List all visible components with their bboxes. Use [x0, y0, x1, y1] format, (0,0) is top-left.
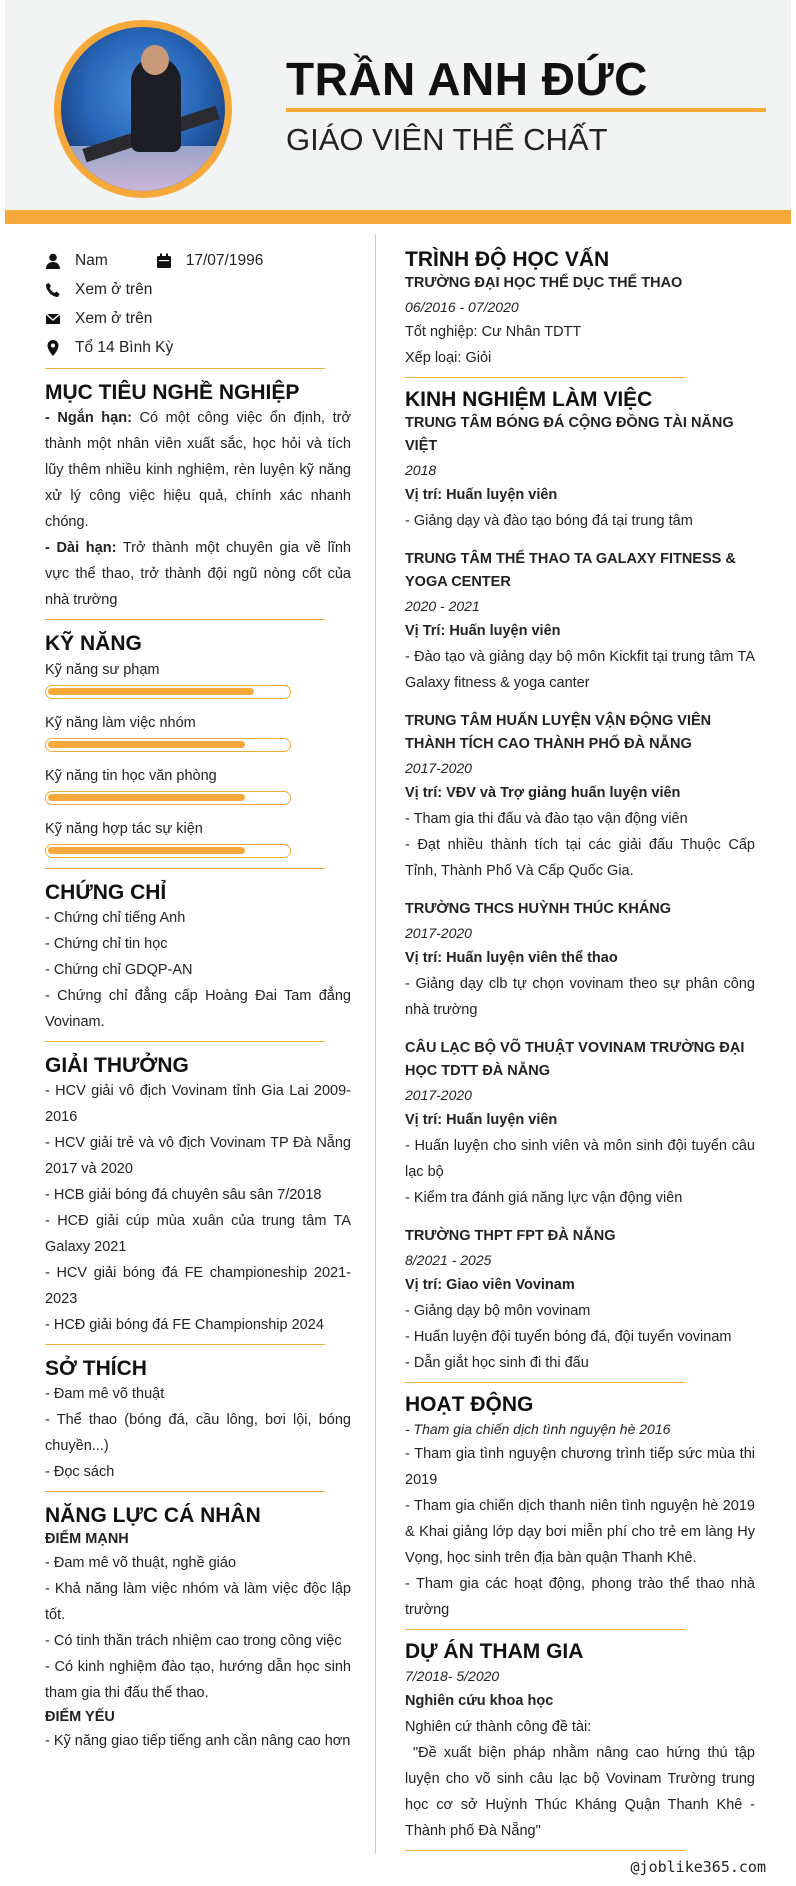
hobby-item: - Đọc sách [45, 1464, 115, 1480]
calendar-icon [156, 253, 172, 269]
objective-short-term: - Ngắn hạn: Có một công việc ổn định, trở thành một nhân viên xuất sắc, học hỏi và tích lũy thêm nhiều kinh nghiệm, rèn luyện kỹ năng xử lý công việc hiệu quả, chính xác nhanh chóng. [45, 410, 352, 530]
column-divider [375, 234, 376, 1854]
section-separator [405, 377, 685, 378]
activity-first: - Tham gia chiến dịch tình nguyện hè 2016 [405, 1421, 671, 1437]
education-date: 06/2016 - 07/2020 [405, 299, 519, 315]
job-organization: TRƯỜNG THPT FPT ĐÀ NẴNG [405, 1228, 616, 1244]
job-date: 2017-2020 [405, 925, 472, 941]
job-spacer [405, 1023, 755, 1037]
job-spacer [405, 1211, 755, 1225]
footer-site: @joblike365.com [630, 1858, 766, 1876]
hobby-item: - Đam mê võ thuật [45, 1386, 165, 1402]
job-spacer [405, 884, 755, 898]
dob-text: 17/07/1996 [185, 251, 264, 269]
hobbies-list [45, 1381, 351, 1485]
left-column [45, 246, 351, 1754]
project-intro: Nghiên cứ thành công đề tài: [405, 1719, 592, 1735]
job-role: Vị trí: Huấn luyện viên thể thao [405, 950, 618, 966]
phone-text: Xem ở trên [75, 280, 153, 298]
education-school: TRƯỜNG ĐẠI HỌC THỂ DỤC THỂ THAO [405, 275, 683, 291]
job-role: Vị Trí: Huấn luyện viên [405, 623, 561, 639]
job-duty: - Dẫn giắt học sinh đi thi đấu [405, 1355, 589, 1371]
section-separator [405, 1629, 685, 1630]
user-icon [45, 253, 61, 269]
experience-title: KINH NGHIỆM LÀM VIỆC [405, 388, 653, 411]
certificates-list [45, 905, 351, 1035]
job-duty: - Huấn luyện đội tuyển bóng đá, đội tuyển vovinam [405, 1329, 732, 1345]
email-text: Xem ở trên [75, 309, 153, 327]
certificate-item: - Chứng chỉ GDQP-AN [45, 962, 193, 978]
job-duty: - Giảng dạy bộ môn vovinam [405, 1303, 591, 1319]
skill-bar [45, 685, 291, 699]
job-duty: - Giảng dạy clb tự chọn vovinam theo sự phân công nhà trường [405, 976, 755, 1018]
avatar [54, 20, 232, 198]
education-degree: Tốt nghiệp: Cư Nhân TDTT [405, 324, 582, 340]
award-item: - HCĐ giải bóng đá FE Championship 2024 [45, 1317, 324, 1333]
job-duty: - Huấn luyện cho sinh viên và môn sinh đội tuyển câu lạc bộ [405, 1138, 755, 1180]
certificates-title: CHỨNG CHỈ [45, 881, 167, 904]
activity-item: - Tham gia các hoạt động, phong trào thể thao nhà trường [405, 1576, 755, 1618]
skill-bar [45, 791, 291, 805]
strengths-label: ĐIỂM MẠNH [45, 1531, 129, 1547]
job-organization: TRUNG TÂM BÓNG ĐÁ CỘNG ĐỒNG TÀI NĂNG VIỆT [405, 415, 734, 454]
objective-title: MỤC TIÊU NGHỀ NGHIỆP [45, 381, 300, 404]
contact-address-row [45, 333, 351, 362]
weaknesses-label: ĐIỂM YẾU [45, 1709, 115, 1725]
job-date: 8/2021 - 2025 [405, 1252, 492, 1268]
skill-fill [48, 847, 245, 854]
skill-fill [48, 741, 245, 748]
job-duty: - Đào tạo và giảng dạy bộ môn Kickfit tại trung tâm TA Galaxy fitness & yoga canter [405, 649, 755, 691]
certificate-item: - Chứng chỉ tin học [45, 936, 168, 952]
weakness-item: - Kỹ năng giao tiếp tiếng anh cần nâng cao hơn [45, 1733, 351, 1749]
job-entry [405, 710, 755, 898]
section-separator [45, 1344, 325, 1345]
job-spacer [405, 534, 755, 548]
weaknesses-list [45, 1728, 351, 1754]
contact-email-row [45, 304, 351, 333]
job-entry [405, 548, 755, 710]
project-description: "Đề xuất biện pháp nhằm nâng cao hứng thú tập luyện cho võ sinh câu lạc bộ Vovinam Trường trung học cơ sở Huỳnh Thúc Kháng Quận Thanh Khê -Thành phố Đà Nẵng" [405, 1745, 755, 1839]
job-entry [405, 1037, 755, 1225]
section-separator [45, 1491, 325, 1492]
job-role: Vị trí: Giao viên Vovinam [405, 1277, 575, 1293]
hobby-item: - Thể thao (bóng đá, cầu lông, bơi lội, bóng chuyền...) [45, 1412, 351, 1454]
skills-list [45, 660, 351, 858]
gender-text: Nam [75, 251, 108, 269]
address-text: Tổ 14 Bình Kỳ [75, 338, 174, 356]
job-role: Vị trí: Huấn luyện viên [405, 1112, 558, 1128]
activities-title: HOẠT ĐỘNG [405, 1393, 534, 1416]
location-pin-icon [45, 340, 61, 356]
project-name: Nghiên cứu khoa học [405, 1693, 554, 1709]
strengths-list [45, 1550, 351, 1706]
email-icon [45, 311, 61, 327]
name-underline [286, 108, 766, 112]
certificate-item: - Chứng chỉ tiếng Anh [45, 910, 186, 926]
job-organization: CÂU LẠC BỘ VÕ THUẬT VOVINAM TRƯỜNG ĐẠI HỌC TDTT ĐÀ NẴNG [405, 1040, 745, 1079]
skill-label: Kỹ năng sư phạm [45, 662, 160, 678]
skill-label: Kỹ năng làm việc nhóm [45, 715, 196, 731]
awards-list [45, 1078, 351, 1338]
skill-label: Kỹ năng tin học văn phòng [45, 768, 217, 784]
right-column [405, 248, 755, 1861]
job-date: 2020 - 2021 [405, 598, 480, 614]
activities-list [405, 1441, 755, 1623]
job-title: GIÁO VIÊN THỂ CHẤT [286, 122, 608, 157]
job-spacer [405, 696, 755, 710]
experience-list [405, 412, 755, 1376]
job-organization: TRUNG TÂM THỂ THAO TA GALAXY FITNESS & YOGA CENTER [405, 551, 736, 590]
award-item: - HCĐ giải cúp mùa xuân của trung tâm TA Galaxy 2021 [45, 1213, 351, 1255]
job-date: 2017-2020 [405, 760, 472, 776]
job-role: Vị trí: VĐV và Trợ giảng huấn luyện viên [405, 785, 681, 801]
strength-item: - Đam mê võ thuật, nghề giáo [45, 1555, 237, 1571]
awards-title: GIẢI THƯỞNG [45, 1054, 189, 1077]
phone-icon [45, 282, 61, 298]
job-duty: - Kiểm tra đánh giá năng lực vận động viên [405, 1190, 683, 1206]
job-entry [405, 1225, 755, 1376]
section-separator [405, 1850, 685, 1851]
skill-fill [48, 794, 245, 801]
award-item: - HCB giải bóng đá chuyên sâu sân 7/2018 [45, 1187, 322, 1203]
skill-bar [45, 844, 291, 858]
skills-title: KỸ NĂNG [45, 632, 142, 655]
job-organization: TRƯỜNG THCS HUỲNH THÚC KHÁNG [405, 901, 672, 917]
strength-item: - Khả năng làm việc nhóm và làm việc độc lập tốt. [45, 1581, 351, 1623]
activity-item: - Tham gia tình nguyện chương trình tiếp sức mùa thi 2019 [405, 1446, 755, 1488]
award-item: - HCV giải bóng đá FE championeship 2021-2023 [45, 1265, 351, 1307]
job-role: Vị trí: Huấn luyện viên [405, 487, 558, 503]
job-date: 2018 [405, 462, 437, 478]
section-separator [45, 368, 325, 369]
job-duty: - Giảng dạy và đào tạo bóng đá tại trung tâm [405, 513, 693, 529]
objective-long-term: - Dài hạn: Trở thành một chuyên gia về lĩnh vực thể thao, trở thành đội ngũ nòng cốt của nhà trường [45, 540, 351, 608]
hobbies-title: SỞ THÍCH [45, 1357, 147, 1380]
contact-gender-row [45, 246, 351, 275]
award-item: - HCV giải vô địch Vovinam tỉnh Gia Lai 2009-2016 [45, 1083, 351, 1125]
candidate-name: TRẦN ANH ĐỨC [286, 53, 648, 105]
job-date: 2017-2020 [405, 1087, 472, 1103]
section-separator [45, 1041, 325, 1042]
job-duty: - Tham gia thi đấu và đào tạo vận động viên [405, 811, 688, 827]
skill-label: Kỹ năng hợp tác sự kiện [45, 821, 203, 837]
contact-phone-row [45, 275, 351, 304]
section-separator [45, 868, 325, 869]
section-separator [405, 1382, 685, 1383]
certificate-item: - Chứng chỉ đẳng cấp Hoàng Đai Tam đẳng Vovinam. [45, 988, 351, 1030]
education-title: TRÌNH ĐỘ HỌC VẤN [405, 248, 610, 271]
job-entry [405, 412, 755, 548]
section-separator [45, 619, 325, 620]
job-organization: TRUNG TÂM HUẤN LUYỆN VẬN ĐỘNG VIÊN THÀNH TÍCH CAO THÀNH PHỐ ĐÀ NẴNG [405, 713, 712, 752]
job-entry [405, 898, 755, 1037]
project-date: 7/2018- 5/2020 [405, 1668, 500, 1684]
activity-item: - Tham gia chiến dịch thanh niên tình nguyện hè 2019 & Khai giảng lớp dạy bơi miễn phí cho trẻ em làng Hy Vọng, học sinh trên địa bàn quận Thanh Khê. [405, 1498, 755, 1566]
projects-title: DỰ ÁN THAM GIA [405, 1640, 584, 1663]
education-rank: Xếp loại: Giỏi [405, 350, 492, 366]
job-duty: - Đạt nhiều thành tích tại các giải đấu Thuộc Cấp Tỉnh, Thành Phố Và Cấp Quốc Gia. [405, 837, 755, 879]
strength-item: - Có kinh nghiệm đào tạo, hướng dẫn học sinh tham gia thi đấu thể thao. [45, 1659, 351, 1701]
skill-bar [45, 738, 291, 752]
award-item: - HCV giải trẻ và vô địch Vovinam TP Đà Nẵng 2017 và 2020 [45, 1135, 351, 1177]
header-accent-bar [5, 210, 791, 224]
strength-item: - Có tinh thần trách nhiệm cao trong công việc [45, 1633, 342, 1649]
skill-fill [48, 688, 254, 695]
personal-title: NĂNG LỰC CÁ NHÂN [45, 1504, 261, 1527]
